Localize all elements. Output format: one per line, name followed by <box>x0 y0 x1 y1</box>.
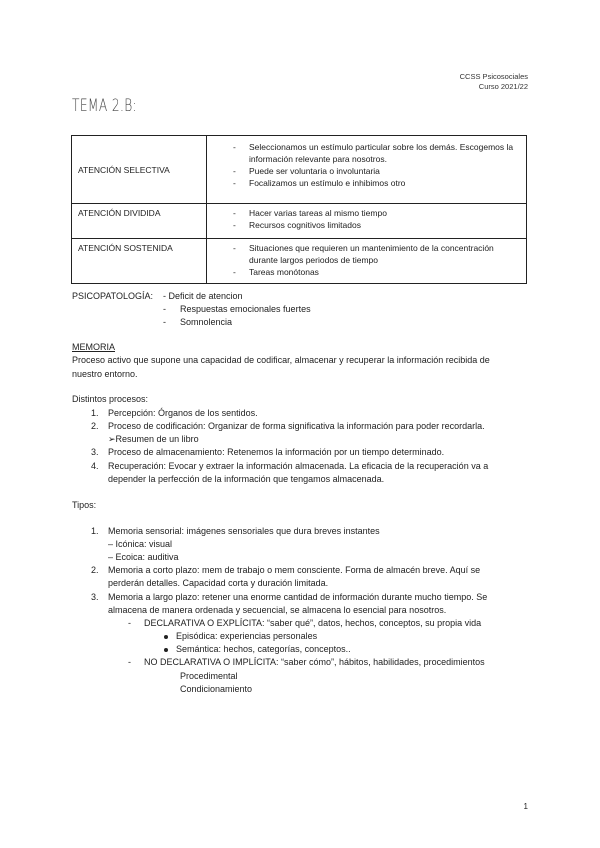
memoria-heading: MEMORIA <box>72 342 116 352</box>
list-number: 1. <box>91 526 99 536</box>
attention-table <box>71 135 527 284</box>
list-item: - Focalizamos un estímulo e inhibimos otro <box>233 178 406 188</box>
row-label: ATENCIÓN SOSTENIDA <box>72 239 207 284</box>
table-row <box>72 136 527 204</box>
document-header <box>460 72 528 91</box>
list-item: Memoria a largo plazo: retener una enorme cantidad de información durante mucho tiempo. Se <box>108 592 488 602</box>
psico-label: PSICOPATOLOGÍA: <box>72 291 154 301</box>
psico-item: - Somnolencia <box>163 317 233 327</box>
bullet-icon <box>164 635 168 639</box>
page-title: TEMA 2.B: <box>72 96 138 116</box>
list-item-cont: depender la perfección de la información que tengamos almacenada. <box>108 474 385 484</box>
list-item: Proceso de almacenamiento: Retenemos la información por un tiempo determinado. <box>108 447 445 457</box>
list-subitem: – Icónica: visual <box>108 539 173 549</box>
psico-item: - Respuestas emocionales fuertes <box>163 304 311 314</box>
table-row <box>72 204 527 239</box>
condicionamiento-item: Condicionamiento <box>180 684 253 694</box>
episodica-item: Episódica: experiencias personales <box>164 631 317 641</box>
list-item: - Recursos cognitivos limitados <box>233 220 361 230</box>
list-number: 2. <box>91 565 99 575</box>
header-course: CCSS Psicosociales <box>459 72 528 81</box>
row-label: ATENCIÓN SELECTIVA <box>72 136 207 204</box>
list-item: - Seleccionamos un estímulo particular sobre los demás. Escogemos la información relevante para nosotros. <box>233 142 514 164</box>
header-year: Curso 2021/22 <box>478 81 528 91</box>
list-item: - Tareas monótonas <box>233 267 319 277</box>
list-number: 3. <box>91 447 99 457</box>
nodeclarativa-item: - NO DECLARATIVA O IMPLÍCITA: “saber cómo”, hábitos, habilidades, procedimientos <box>128 657 485 667</box>
list-item: Recuperación: Evocar y extraer la información almacenada. La eficacia de la recuperación va a <box>108 461 489 471</box>
list-subitem: ➢Resumen de un libro <box>108 434 199 444</box>
psico-item: - Deficit de atencion <box>163 291 243 301</box>
list-number: 4. <box>91 461 99 471</box>
declarativa-item: - DECLARATIVA O EXPLÍCITA: “saber qué”, datos, hechos, conceptos, su propia vida <box>128 618 482 628</box>
list-number: 1. <box>91 408 99 418</box>
row-label: ATENCIÓN DIVIDIDA <box>72 204 207 239</box>
list-item: Memoria sensorial: imágenes sensoriales que dura breves instantes <box>108 526 380 536</box>
memoria-definition: Proceso activo que supone una capacidad de codificar, almacenar y recuperar la información recibida de <box>72 355 490 365</box>
memoria-definition-cont: nuestro entorno. <box>72 369 138 379</box>
list-item-cont: almacena de manera ordenada y secuencial, se almacena lo esencial para nosotros. <box>108 605 447 615</box>
table-row <box>72 239 527 284</box>
semantica-item: Semántica: hechos, categorías, conceptos.. <box>164 644 351 654</box>
bullet-icon <box>164 648 168 652</box>
list-item: - Hacer varias tareas al mismo tiempo <box>233 208 387 218</box>
list-item: Memoria a corto plazo: mem de trabajo o mem consciente. Forma de almacén breve. Aquí se <box>108 565 481 575</box>
row-description <box>207 239 527 284</box>
row-description <box>207 204 527 239</box>
row-description <box>207 136 527 204</box>
tipos-heading: Tipos: <box>72 500 97 510</box>
list-item: Percepción: Órganos de los sentidos. <box>108 408 258 418</box>
page-number: 1 <box>523 802 528 811</box>
list-item: - Situaciones que requieren un mantenimiento de la concentración durante largos periodos de tiempo <box>233 243 494 265</box>
list-number: 3. <box>91 592 99 602</box>
procedimental-item: Procedimental <box>180 671 238 681</box>
list-subitem: – Ecoica: auditiva <box>108 552 179 562</box>
list-item: Proceso de codificación: Organizar de forma significativa la información para poder recordarla. <box>108 421 485 431</box>
list-item: - Puede ser voluntaria o involuntaria <box>233 166 380 176</box>
list-number: 2. <box>91 421 99 431</box>
list-item-cont: perderán detalles. Capacidad corta y duración limitada. <box>108 578 329 588</box>
procesos-heading: Distintos procesos: <box>72 394 149 404</box>
